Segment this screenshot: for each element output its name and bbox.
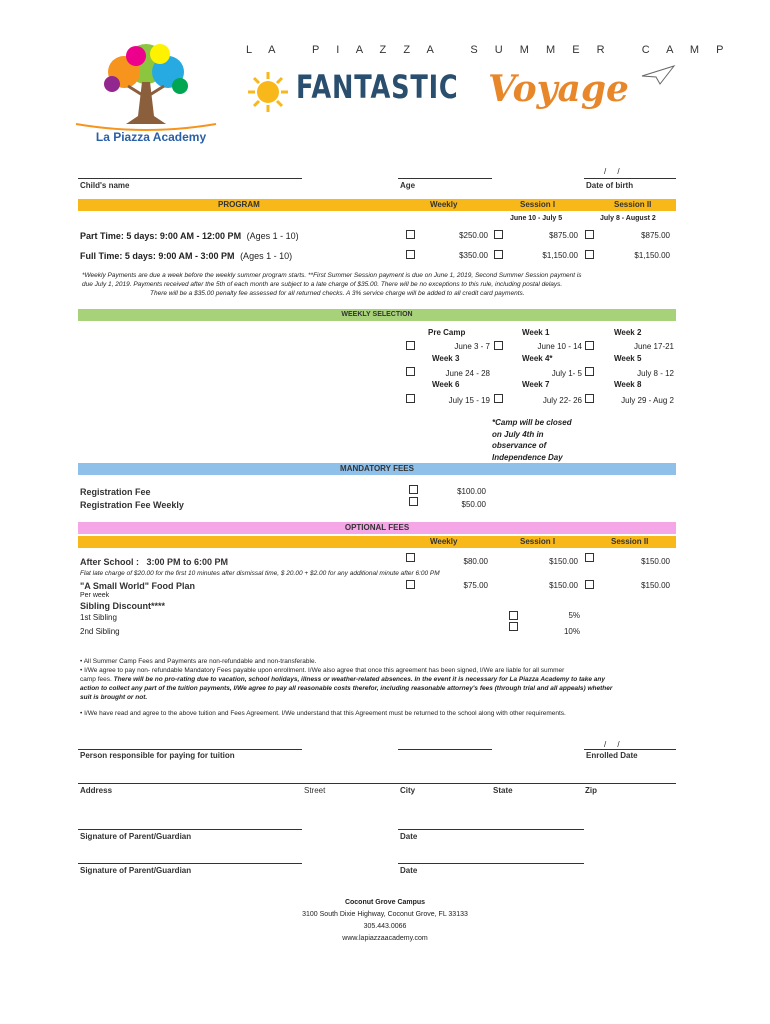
week-name-8: Week 8 xyxy=(614,380,642,389)
enrolled-slashes: / / xyxy=(604,740,620,749)
week-name-3: Week 3 xyxy=(432,354,460,363)
child-name-label: Child's name xyxy=(80,181,130,190)
city-label: City xyxy=(400,786,416,795)
week6-checkbox[interactable] xyxy=(406,394,415,403)
optional-fees-band xyxy=(78,522,676,534)
terms-line-3 xyxy=(80,675,676,684)
dob-line[interactable] xyxy=(584,178,676,179)
food-plan-s2-checkbox[interactable] xyxy=(585,580,594,589)
part-time-weekly-price: $250.00 xyxy=(459,231,488,240)
full-time-s2-checkbox[interactable] xyxy=(585,250,594,259)
week-name-6: Week 6 xyxy=(432,380,460,389)
enrolled-label: Enrolled Date xyxy=(586,751,638,760)
part-time-s2-price: $875.00 xyxy=(641,231,670,240)
payment-note xyxy=(82,271,676,298)
registration-fee-amount: $100.00 xyxy=(457,487,486,496)
footer-phone: 305.443.0066 xyxy=(363,923,407,930)
sibling2-checkbox[interactable] xyxy=(509,622,518,631)
session1-col-header: Session I xyxy=(520,200,556,209)
after-school-weekly-price: $80.00 xyxy=(463,557,488,566)
terms-line-6: • I/We have read and agree to the above tuition and Fees Agreement. I/We understand that this Agreement must be returned to the school along with other requirements. xyxy=(80,710,566,717)
week-dates-7: July 22- 26 xyxy=(542,396,582,405)
sibling2-label: 2nd Sibling xyxy=(80,627,120,636)
sibling1-pct: 5% xyxy=(568,611,580,620)
terms-block xyxy=(80,657,676,718)
food-plan-weekly-price: $75.00 xyxy=(463,581,488,590)
week-name-4: Week 4* xyxy=(522,354,553,363)
street-label: Street xyxy=(304,786,326,795)
full-time-s1-checkbox[interactable] xyxy=(494,250,503,259)
footer-address: 3100 South Dixie Highway, Coconut Grove, FL 33133 xyxy=(302,911,468,918)
week-dates-5: July 8 - 12 xyxy=(637,369,674,378)
session1-dates: June 10 - July 5 xyxy=(510,215,563,222)
camp-closed-note-1: *Camp will be closed xyxy=(492,418,572,427)
footer xyxy=(200,897,570,945)
date2-label: Date xyxy=(400,866,418,875)
weekly-col-header: Weekly xyxy=(430,200,458,209)
after-school-label: After School : 3:00 PM to 6:00 PM xyxy=(80,557,229,567)
terms-line-3a: camp fees. xyxy=(80,676,114,683)
signature1-label: Signature of Parent/Guardian xyxy=(80,832,192,841)
sun-icon xyxy=(246,70,290,114)
food-plan-label: "A Small World" Food Plan xyxy=(80,581,196,591)
date1-label: Date xyxy=(400,832,418,841)
mandatory-fees-band xyxy=(78,463,676,475)
full-time-ages: (Ages 1 - 10) xyxy=(240,251,293,261)
sibling2-pct: 10% xyxy=(563,627,580,636)
terms-line-5: suit is brought or not. xyxy=(80,694,148,701)
age-label: Age xyxy=(400,181,416,190)
state-label: State xyxy=(493,786,513,795)
part-time-label: Part Time: 5 days: 9:00 AM - 12:00 PM xyxy=(80,231,242,241)
full-time-row xyxy=(80,251,292,261)
date1-line[interactable] xyxy=(398,829,584,830)
registration-fee-checkbox[interactable] xyxy=(409,485,418,494)
age-line[interactable] xyxy=(398,178,492,179)
sibling1-checkbox[interactable] xyxy=(509,611,518,620)
session2-col-header: Session II xyxy=(614,200,652,209)
full-time-weekly-checkbox[interactable] xyxy=(406,250,415,259)
camp-closed-note-4: Independence Day xyxy=(492,452,563,462)
full-time-s1-price: $1,150.00 xyxy=(542,251,578,260)
terms-line-2: • I/We agree to pay non- refundable Mandatory Fees payable upon enrollment. I/We also agree that once this agreement has been signed, I/We are liable for all summer xyxy=(80,667,565,674)
after-school-s2-checkbox[interactable] xyxy=(585,553,594,562)
paper-plane-icon xyxy=(640,64,676,86)
part-time-ages: (Ages 1 - 10) xyxy=(246,231,299,241)
responsible-line[interactable] xyxy=(78,749,302,750)
week-dates-3: June 24 - 28 xyxy=(445,369,490,378)
after-school-s1-price: $150.00 xyxy=(549,557,578,566)
optional-fees-header: OPTIONAL FEES xyxy=(344,523,410,532)
footer-website[interactable]: www.lapiazzaacademy.com xyxy=(342,935,428,942)
program-header: PROGRAM xyxy=(218,200,260,209)
terms-line-3b: There will be no pro-rating due to vacation, school holidays, illness or weather-related absences. In the event it is necessary for La Piazza Academy to take any xyxy=(113,676,605,683)
full-time-s2-price: $1,150.00 xyxy=(634,251,670,260)
optional-weekly-header: Weekly xyxy=(430,537,458,546)
mandatory-fees-header: MANDATORY FEES xyxy=(340,464,414,473)
academy-name: La Piazza Academy xyxy=(95,130,207,144)
part-time-row xyxy=(80,231,299,241)
registration-fee-weekly-checkbox[interactable] xyxy=(409,497,418,506)
signature2-label: Signature of Parent/Guardian xyxy=(80,866,192,875)
terms-line-4: action to collect any part of the tuition payments, I/We agree to pay all reasonable costs therefor, including reasonable attorney's fees (through trial and all appeals) whether xyxy=(80,685,613,692)
food-plan-weekly-checkbox[interactable] xyxy=(406,580,415,589)
voyage-title: Voyage xyxy=(488,68,629,110)
responsible-line-2[interactable] xyxy=(398,749,492,750)
food-plan-s2-price: $150.00 xyxy=(641,581,670,590)
week-name-precamp: Pre Camp xyxy=(428,328,466,337)
payment-note-1: *Weekly Payments are due a week before the weekly summer program starts. **First Summer Session payment is due on June 1, 2019, Second Summer Session payment is xyxy=(82,272,582,279)
sibling-discount-label: Sibling Discount**** xyxy=(80,601,166,611)
camp-closed-note-3: observance of xyxy=(492,441,547,450)
camp-title: L A P I A Z Z A S U M M E R C A M P xyxy=(246,44,731,56)
week8-checkbox[interactable] xyxy=(585,394,594,403)
per-week-label: Per week xyxy=(80,592,110,599)
payment-note-2: due July 1, 2019. Payments received after the 5th of each month are subject to a late charge of $35.00. There will be no exceptions to this rule, including postal delays. xyxy=(82,281,563,288)
camp-closed-note-2: on July 4th in xyxy=(492,429,544,439)
week1-checkbox[interactable] xyxy=(494,341,503,350)
week-dates-precamp: June 3 - 7 xyxy=(454,342,490,351)
week7-checkbox[interactable] xyxy=(494,394,503,403)
part-time-s1-checkbox[interactable] xyxy=(494,230,503,239)
week-dates-2: June 17-21 xyxy=(633,342,674,351)
camp-closed-note xyxy=(492,417,572,463)
part-time-weekly-checkbox[interactable] xyxy=(406,230,415,239)
session2-dates: July 8 - August 2 xyxy=(600,215,656,222)
footer-campus: Coconut Grove Campus xyxy=(344,899,426,906)
week3-checkbox[interactable] xyxy=(406,367,415,376)
signature2-line[interactable] xyxy=(78,863,302,864)
registration-fee-label: Registration Fee xyxy=(80,487,151,497)
week-dates-4: July 1- 5 xyxy=(551,369,582,378)
enrolled-line[interactable] xyxy=(584,749,676,750)
terms-line-1: • All Summer Camp Fees and Payments are non-refundable and non-transferable. xyxy=(80,658,317,665)
full-time-weekly-price: $350.00 xyxy=(459,251,488,260)
fantastic-title: FANTASTIC xyxy=(296,68,459,106)
week-name-1: Week 1 xyxy=(522,328,550,337)
week-dates-6: July 15 - 19 xyxy=(448,396,490,405)
after-school-weekly-checkbox[interactable] xyxy=(406,553,415,562)
week5-checkbox[interactable] xyxy=(585,367,594,376)
date2-line[interactable] xyxy=(398,863,584,864)
week-dates-8: July 29 - Aug 2 xyxy=(621,396,674,405)
responsible-label: Person responsible for paying for tuition xyxy=(80,751,235,760)
optional-cols-band xyxy=(78,536,676,548)
optional-session1-header: Session I xyxy=(520,537,556,546)
part-time-s2-checkbox[interactable] xyxy=(585,230,594,239)
sibling1-label: 1st Sibling xyxy=(80,613,117,622)
week-name-5: Week 5 xyxy=(614,354,642,363)
address-label: Address xyxy=(80,786,113,795)
after-school-s2-price: $150.00 xyxy=(641,557,670,566)
zip-label: Zip xyxy=(585,786,597,795)
week-name-7: Week 7 xyxy=(522,380,550,389)
payment-note-3: There will be a $35.00 penalty fee assessed for all returned checks. A 3% service charge will be added to all credit card payments. xyxy=(150,290,525,297)
precamp-checkbox[interactable] xyxy=(406,341,415,350)
program-header-band xyxy=(78,199,676,211)
registration-fee-weekly-amount: $50.00 xyxy=(461,500,486,509)
week2-checkbox[interactable] xyxy=(585,341,594,350)
child-name-line[interactable] xyxy=(78,178,302,179)
food-plan-s1-price: $150.00 xyxy=(549,581,578,590)
week-dates-1: June 10 - 14 xyxy=(537,342,582,351)
address-line[interactable] xyxy=(78,783,676,784)
optional-session2-header: Session II xyxy=(611,537,649,546)
dob-label: Date of birth xyxy=(586,181,634,190)
weekly-selection-band xyxy=(78,309,676,321)
weekly-selection-header: WEEKLY SELECTION xyxy=(341,311,413,318)
week-name-2: Week 2 xyxy=(614,328,642,337)
full-time-label: Full Time: 5 days: 9:00 AM - 3:00 PM xyxy=(80,251,235,261)
signature1-line[interactable] xyxy=(78,829,302,830)
part-time-s1-price: $875.00 xyxy=(549,231,578,240)
dob-slashes: / / xyxy=(604,167,620,176)
registration-fee-weekly-label: Registration Fee Weekly xyxy=(80,500,184,510)
late-charge-note: Flat late charge of $20.00 for the first 10 minutes after dismissal time, $ 20.00 + $2.00 for any additional minute after 6:00 PM xyxy=(80,570,440,577)
